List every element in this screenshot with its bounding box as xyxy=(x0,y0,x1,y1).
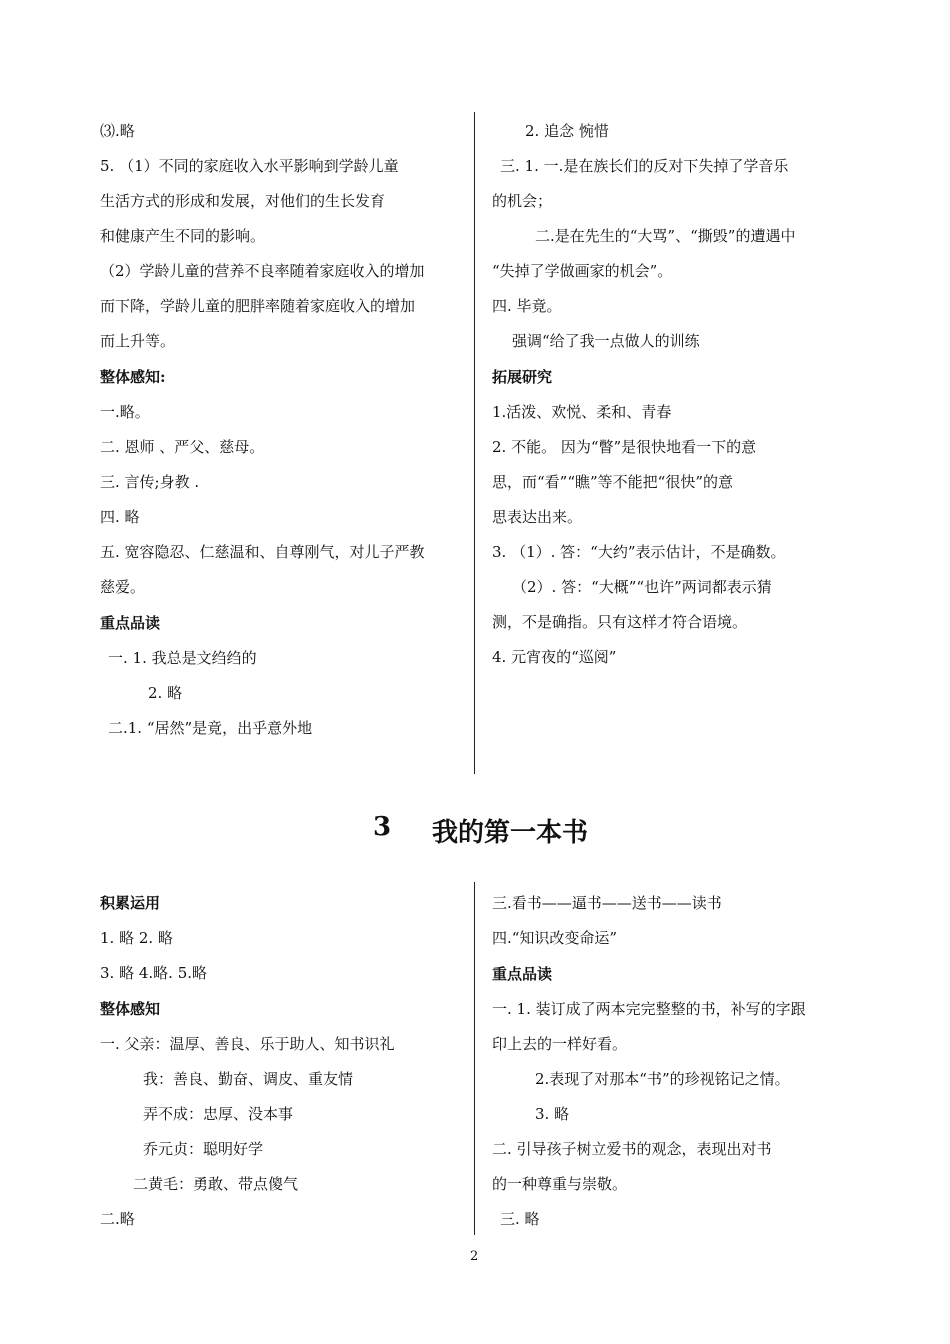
text-line: 4. 元宵夜的“巡阅” xyxy=(492,648,617,666)
text-line: 一.略。 xyxy=(100,403,150,421)
text-line: （2）. 答：“大概”“也许”两词都表示猜 xyxy=(512,578,772,596)
text-line: 3. 略 xyxy=(535,1105,570,1123)
text-line: “失掉了学做画家的机会”。 xyxy=(492,262,673,280)
text-line: ⑶.略 xyxy=(100,122,135,140)
text-line: 一. 父亲：温厚、善良、乐于助人、知书识礼 xyxy=(100,1035,395,1053)
text-line: 印上去的一样好看。 xyxy=(492,1035,628,1053)
lesson-title: 我的第一本书 xyxy=(432,818,589,848)
text-line: 1.活泼、欢悦、柔和、青春 xyxy=(492,403,672,421)
text-line: 二.略 xyxy=(100,1210,135,1228)
text-line: 四. 略 xyxy=(100,508,140,526)
text-line: 三. 略 xyxy=(500,1210,540,1228)
lesson-number: 3 xyxy=(373,812,392,842)
text-line: 我：善良、勤奋、调皮、重友情 xyxy=(143,1070,354,1088)
text-line: 2.表现了对那本“书”的珍视铭记之情。 xyxy=(535,1070,790,1088)
text-line: 生活方式的形成和发展，对他们的生长发育 xyxy=(100,192,386,210)
text-line: 3. （1）. 答：“大约”表示估计，不是确数。 xyxy=(492,543,786,561)
text-line: 的一种尊重与崇敬。 xyxy=(492,1175,628,1193)
section-heading: 整体感知: xyxy=(100,368,166,386)
text-line: 的机会； xyxy=(492,192,553,210)
text-line: 三. 1. 一.是在族长们的反对下失掉了学音乐 xyxy=(500,157,789,175)
text-line: 五. 宽容隐忍、仁慈温和、自尊刚气，对儿子严教 xyxy=(100,543,425,561)
text-line: 和健康产生不同的影响。 xyxy=(100,227,266,245)
text-line: 三.看书——逼书——送书——读书 xyxy=(492,894,722,912)
text-line: 而下降，学龄儿童的肥胖率随着家庭收入的增加 xyxy=(100,297,416,315)
text-line: 一. 1. 我总是文绉绉的 xyxy=(108,649,257,667)
text-line: 2. 不能。 因为“瞥”是很快地看一下的意 xyxy=(492,438,757,456)
text-line: 三. 言传;身教 . xyxy=(100,473,200,491)
text-line: 四. 毕竟。 xyxy=(492,297,562,315)
section-heading: 重点品读 xyxy=(100,614,161,632)
text-line: 2. 略 xyxy=(148,684,183,702)
text-line: 5. （1）不同的家庭收入水平影响到学龄儿童 xyxy=(100,157,399,175)
text-line: 二黄毛：勇敢、带点傻气 xyxy=(133,1175,299,1193)
text-line: 四.“知识改变命运” xyxy=(492,929,618,947)
text-line: 一. 1. 装订成了两本完完整整的书，补写的字跟 xyxy=(492,1000,806,1018)
text-line: 测，不是确指。只有这样才符合语境。 xyxy=(492,613,748,631)
text-line: 思表达出来。 xyxy=(492,508,583,526)
text-line: 3. 略 4.略. 5.略 xyxy=(100,964,208,982)
section-heading: 整体感知 xyxy=(100,1000,161,1018)
text-line: 慈爱。 xyxy=(100,578,146,596)
text-line: 强调“给了我一点做人的训练 xyxy=(512,332,700,350)
text-line: （2）学龄儿童的营养不良率随着家庭收入的增加 xyxy=(100,262,425,280)
section-heading: 拓展研究 xyxy=(492,368,553,386)
text-line: 二.1. “居然”是竟，出乎意外地 xyxy=(108,719,313,737)
section-heading: 重点品读 xyxy=(492,965,553,983)
text-line: 乔元贞：聪明好学 xyxy=(143,1140,264,1158)
text-line: 二. 恩师 、严父、慈母。 xyxy=(100,438,265,456)
page-number: 2 xyxy=(470,1249,479,1264)
text-line: 弄不成：忠厚、没本事 xyxy=(143,1105,294,1123)
column-divider xyxy=(474,112,475,774)
text-line: 二.是在先生的“大骂”、“撕毁”的遭遇中 xyxy=(535,227,796,245)
text-line: 1. 略 2. 略 xyxy=(100,929,173,947)
text-line: 而上升等。 xyxy=(100,332,176,350)
text-line: 2. 追念 惋惜 xyxy=(525,122,609,140)
section-heading: 积累运用 xyxy=(100,894,161,912)
text-line: 二. 引导孩子树立爱书的观念，表现出对书 xyxy=(492,1140,772,1158)
column-divider xyxy=(474,882,475,1235)
text-line: 思，而“看”“瞧”等不能把“很快”的意 xyxy=(492,473,734,491)
